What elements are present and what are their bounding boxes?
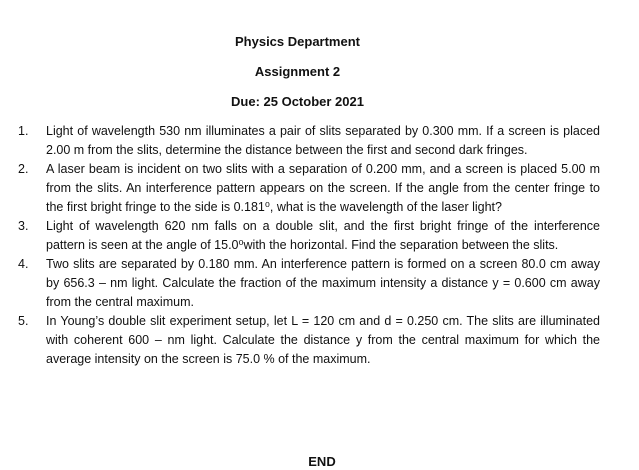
question-text: In Young’s double slit experiment setup, let L = 120 cm and d = 0.250 cm. The slits are illuminated with coherent 600 – nm light. Calculate the distance y from the central maximum for which the average intensity on the screen is 75.0 % of the maximum.: [46, 314, 600, 366]
question-list: [0, 122, 639, 369]
assignment-title: Assignment 2: [254, 64, 341, 79]
question-text: A laser beam is incident on two slits with a separation of 0.200 mm, and a screen is placed 5.00 m from the slits. An interference pattern appears on the screen. If the angle from the center fringe to the first bright fringe to the side is 0.181⁰, what is the wavelength of the laser light?: [46, 162, 600, 214]
department-title: Physics Department: [235, 34, 360, 49]
question-text: Two slits are separated by 0.180 mm. An interference pattern is formed on a screen 80.0 cm away by 656.3 – nm light. Calculate the fraction of the maximum intensity a distance y = 0.600 cm away from the central maximum.: [46, 257, 600, 309]
question-number: 1.: [18, 124, 29, 138]
question-item: [0, 160, 639, 217]
question-text: Light of wavelength 620 nm falls on a double slit, and the first bright fringe of the interference pattern is seen at the angle of 15.0⁰with the horizontal. Find the separation between the slits.: [46, 219, 600, 252]
question-text: Light of wavelength 530 nm illuminates a pair of slits separated by 0.300 mm. If a screen is placed 2.00 m from the slits, determine the distance between the first and second dark fringes.: [46, 124, 600, 157]
question-item: [0, 122, 639, 160]
question-number: 2.: [18, 162, 29, 176]
question-item: [0, 255, 639, 312]
question-number: 4.: [18, 257, 29, 271]
due-date: Due: 25 October 2021: [231, 94, 364, 109]
end-marker: END: [308, 454, 336, 469]
question-item: [0, 312, 639, 369]
question-item: [0, 217, 639, 255]
question-number: 5.: [18, 314, 29, 328]
question-number: 3.: [18, 219, 29, 233]
